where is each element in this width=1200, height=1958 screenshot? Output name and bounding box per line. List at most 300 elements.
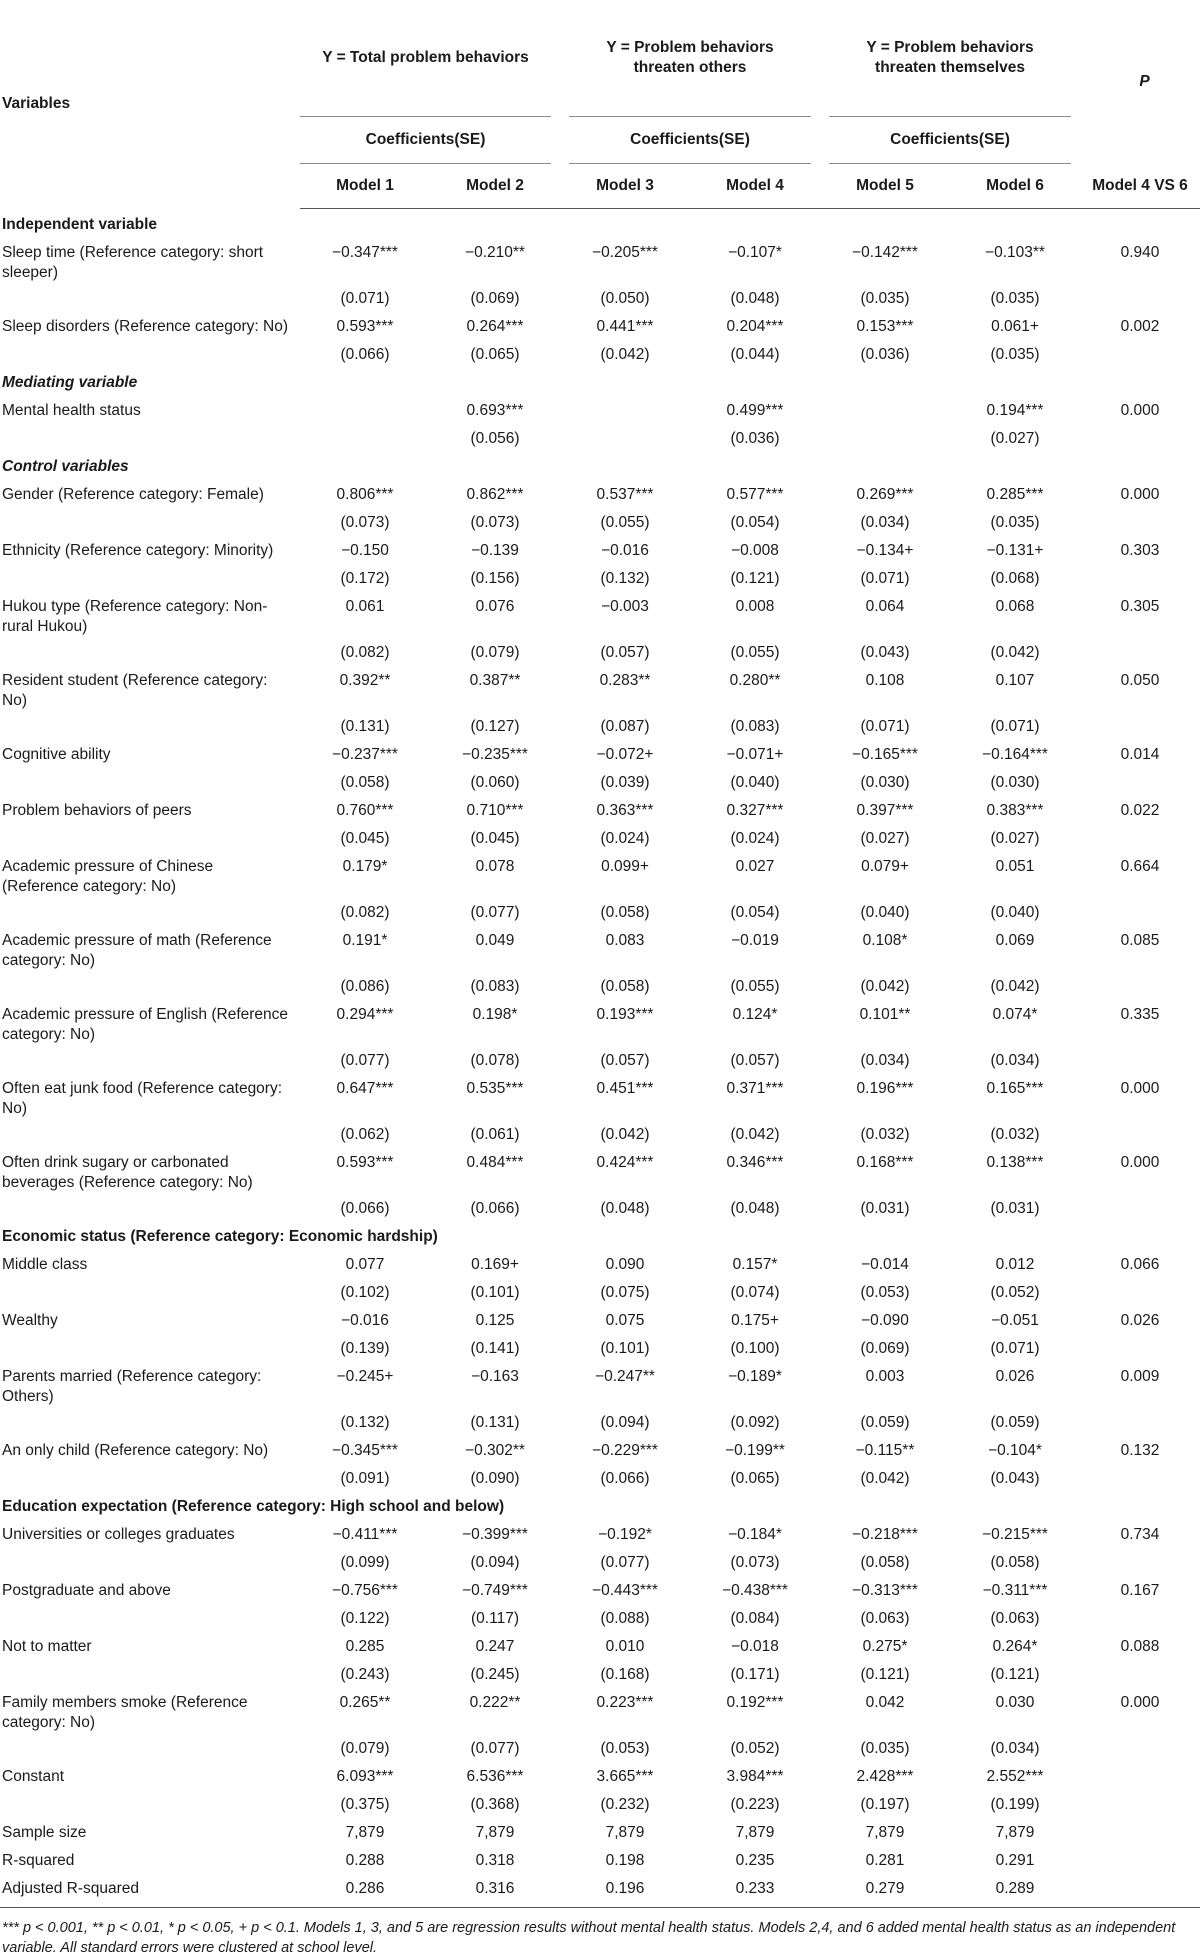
coefficient-cell: 0.647*** <box>336 1080 394 1097</box>
coefficient-cell: −0.229*** <box>592 1442 658 1459</box>
section-header: Independent variable <box>2 216 158 233</box>
se-cell: (0.035) <box>860 290 910 307</box>
coefficient-cell: 3.984*** <box>726 1768 784 1785</box>
se-cell: (0.139) <box>340 1340 390 1357</box>
se-cell: (0.243) <box>340 1666 390 1683</box>
se-cell: (0.027) <box>990 830 1040 847</box>
coefficient-cell: 0.441*** <box>596 318 654 335</box>
se-cell: (0.045) <box>340 830 390 847</box>
se-cell: (0.034) <box>860 514 910 531</box>
se-cell: (0.053) <box>600 1740 650 1757</box>
coefficient-cell: 0.079+ <box>861 858 909 875</box>
variable-label: Gender (Reference category: Female) <box>2 486 264 503</box>
se-cell: (0.131) <box>340 718 390 735</box>
coefficient-row <box>0 591 1200 637</box>
se-cell: (0.084) <box>730 1610 780 1627</box>
coefficient-row <box>0 395 1200 423</box>
variable-label <box>0 1193 300 1221</box>
coefficient-cell <box>300 395 430 423</box>
section-header: Control variables <box>2 458 129 475</box>
se-cell: (0.045) <box>470 830 520 847</box>
standard-error-row <box>0 1603 1200 1631</box>
se-cell: (0.055) <box>730 978 780 995</box>
se-cell: (0.053) <box>860 1284 910 1301</box>
variable-label: Often drink sugary or carbonated beverages (Reference category: No) <box>2 1154 253 1191</box>
variable-label <box>0 897 300 925</box>
se-cell <box>560 423 690 451</box>
se-cell: (0.035) <box>860 1740 910 1757</box>
group-header-themselves <box>820 0 1080 117</box>
coefficient-cell: 0.049 <box>475 932 515 949</box>
coefficient-cell: 7,879 <box>475 1824 515 1841</box>
coefficient-row <box>0 739 1200 767</box>
se-cell: (0.122) <box>340 1610 390 1627</box>
variable-label: R-squared <box>2 1852 75 1869</box>
coefficient-row <box>0 665 1200 711</box>
se-cell: (0.032) <box>990 1126 1040 1143</box>
standard-error-row <box>0 1333 1200 1361</box>
coefficient-cell: 0.191* <box>342 932 388 949</box>
se-cell <box>820 423 950 451</box>
p-value-cell: 0.009 <box>1120 1368 1160 1385</box>
p-value-cell: 0.167 <box>1120 1582 1160 1599</box>
p-value-cell: 0.066 <box>1120 1256 1160 1273</box>
coefficient-cell: 0.193*** <box>596 1006 654 1023</box>
variable-label <box>0 637 300 665</box>
coefficient-cell: 0.083 <box>605 932 645 949</box>
coefficient-cell: 0.153*** <box>856 318 914 335</box>
se-cell: (0.024) <box>730 830 780 847</box>
coefficient-row <box>0 1249 1200 1277</box>
se-cell: (0.043) <box>860 644 910 661</box>
se-cell: (0.069) <box>470 290 520 307</box>
se-cell: (0.040) <box>730 774 780 791</box>
p-value-cell: 0.088 <box>1120 1638 1160 1655</box>
se-cell: (0.132) <box>340 1414 390 1431</box>
se-cell: (0.077) <box>470 1740 520 1757</box>
coefficient-cell: 0.179* <box>342 858 388 875</box>
se-cell: (0.061) <box>470 1126 520 1143</box>
p-value-cell <box>1080 1873 1200 1908</box>
variable-label <box>0 1659 300 1687</box>
coefficient-cell: 0.327*** <box>726 802 784 819</box>
coefficient-cell: 0.806*** <box>336 486 394 503</box>
se-cell: (0.090) <box>470 1470 520 1487</box>
p-label: P <box>1139 72 1150 90</box>
model-header: Model 5 <box>820 164 950 209</box>
coefficient-cell: 7,879 <box>865 1824 905 1841</box>
standard-error-row <box>0 1407 1200 1435</box>
se-cell: (0.102) <box>340 1284 390 1301</box>
model-header: Model 3 <box>560 164 690 209</box>
coefficient-cell: −0.115** <box>855 1442 915 1459</box>
coef-subheader: Coefficients(SE) <box>820 117 1080 164</box>
coefficient-cell: 0.168*** <box>856 1154 914 1171</box>
coefficient-cell: −0.165*** <box>852 746 918 763</box>
p-value-cell: 0.335 <box>1120 1006 1160 1023</box>
standard-error-row <box>0 423 1200 451</box>
variable-label: Postgraduate and above <box>2 1582 171 1599</box>
group-title-line2: threaten themselves <box>875 59 1025 76</box>
se-cell: (0.245) <box>470 1666 520 1683</box>
se-cell: (0.086) <box>340 978 390 995</box>
variable-label: Resident student (Reference category: No) <box>2 672 268 709</box>
se-cell: (0.034) <box>990 1740 1040 1757</box>
p-value-cell: 0.014 <box>1120 746 1160 763</box>
variable-label: Hukou type (Reference category: Non-rural Hukou) <box>2 598 268 635</box>
variable-label: Wealthy <box>2 1312 58 1329</box>
standard-error-row <box>0 1463 1200 1491</box>
table-header <box>0 0 1200 209</box>
coefficient-cell: 7,879 <box>605 1824 645 1841</box>
coefficient-cell: −0.756*** <box>332 1582 398 1599</box>
coefficient-cell: −0.139 <box>471 542 519 559</box>
coefficient-cell: −0.018 <box>731 1638 779 1655</box>
variable-label: Ethnicity (Reference category: Minority) <box>2 542 274 559</box>
p-value-cell <box>1080 897 1200 925</box>
coefficient-cell: 3.665*** <box>596 1768 654 1785</box>
variable-label: Mental health status <box>2 402 141 419</box>
se-cell: (0.088) <box>600 1610 650 1627</box>
coefficient-cell: 0.484*** <box>466 1154 524 1171</box>
p-value-cell: 0.305 <box>1120 598 1160 615</box>
standard-error-row <box>0 1193 1200 1221</box>
se-cell: (0.074) <box>730 1284 780 1301</box>
coefficient-cell: 0.042 <box>865 1694 905 1711</box>
coefficient-cell: 0.198 <box>605 1852 645 1869</box>
coefficient-cell: 0.175+ <box>731 1312 779 1329</box>
se-cell: (0.035) <box>990 290 1040 307</box>
variable-label <box>0 971 300 999</box>
se-cell: (0.082) <box>340 904 390 921</box>
standard-error-row <box>0 339 1200 367</box>
coefficient-cell: 0.593*** <box>336 1154 394 1171</box>
p-value-cell: 0.303 <box>1120 542 1160 559</box>
variable-label: Often eat junk food (Reference category: No) <box>2 1080 283 1117</box>
p-value-cell: 0.026 <box>1120 1312 1160 1329</box>
se-cell: (0.030) <box>990 774 1040 791</box>
coefficient-cell: 0.288 <box>345 1852 385 1869</box>
se-cell: (0.035) <box>990 346 1040 363</box>
standard-error-row <box>0 1119 1200 1147</box>
variable-label <box>0 1733 300 1761</box>
coefficient-cell: 0.346*** <box>726 1154 784 1171</box>
section-header-row <box>0 1491 1200 1519</box>
se-cell: (0.058) <box>600 978 650 995</box>
coefficient-cell: −0.072+ <box>596 746 654 763</box>
coefficient-cell: 0.196*** <box>856 1080 914 1097</box>
se-cell: (0.077) <box>600 1554 650 1571</box>
group-title-line1: Y = Total problem behaviors <box>322 49 529 66</box>
table-body <box>0 209 1200 1908</box>
variable-label: Academic pressure of math (Reference category: No) <box>2 932 272 969</box>
variable-label: Not to matter <box>2 1638 92 1655</box>
coefficient-cell: 0.061+ <box>991 318 1039 335</box>
coefficient-cell <box>820 395 950 423</box>
coefficient-cell: 0.383*** <box>986 802 1044 819</box>
se-cell: (0.375) <box>340 1796 390 1813</box>
se-cell: (0.087) <box>600 718 650 735</box>
se-cell: (0.131) <box>470 1414 520 1431</box>
se-cell: (0.058) <box>340 774 390 791</box>
se-cell: (0.073) <box>340 514 390 531</box>
se-cell: (0.082) <box>340 644 390 661</box>
p-value-cell: 0.664 <box>1120 858 1160 875</box>
p-value-cell <box>1080 1845 1200 1873</box>
se-cell: (0.034) <box>990 1052 1040 1069</box>
coefficient-cell: −0.016 <box>341 1312 389 1329</box>
se-cell: (0.063) <box>990 1610 1040 1627</box>
coefficient-cell: −0.016 <box>601 542 649 559</box>
se-cell: (0.034) <box>860 1052 910 1069</box>
se-cell: (0.083) <box>470 978 520 995</box>
table-footnote: *** p < 0.001, ** p < 0.01, * p < 0.05, + p < 0.1. Models 1, 3, and 5 are regression results without mental health status. Models 2,4, and 6 added mental health status as an independent variable. All standard errors were clustered at school level. <box>2 1920 1176 1956</box>
coefficient-cell: −0.245+ <box>336 1368 394 1385</box>
variable-label <box>0 1789 300 1817</box>
se-cell: (0.079) <box>470 644 520 661</box>
se-cell: (0.132) <box>600 570 650 587</box>
coefficient-cell: −0.199** <box>725 1442 785 1459</box>
coefficient-cell: 0.283** <box>599 672 651 689</box>
coefficient-cell: 0.194*** <box>986 402 1044 419</box>
coefficient-cell: 0.760*** <box>336 802 394 819</box>
coefficient-cell: 0.090 <box>605 1256 645 1273</box>
variable-label: Problem behaviors of peers <box>2 802 192 819</box>
se-cell: (0.058) <box>600 904 650 921</box>
coefficient-row <box>0 925 1200 971</box>
coefficient-cell: −0.247** <box>595 1368 655 1385</box>
p-value-cell <box>1080 1603 1200 1631</box>
standard-error-row <box>0 1547 1200 1575</box>
coefficient-cell: 0.157* <box>732 1256 778 1273</box>
se-cell: (0.071) <box>340 290 390 307</box>
coefficient-row <box>0 1873 1200 1908</box>
se-cell: (0.063) <box>860 1610 910 1627</box>
se-cell: (0.065) <box>470 346 520 363</box>
coefficient-cell: 0.061 <box>345 598 385 615</box>
coefficient-cell: 2.552*** <box>986 1768 1044 1785</box>
se-cell: (0.050) <box>600 290 650 307</box>
coefficient-cell: 0.285*** <box>986 486 1044 503</box>
standard-error-row <box>0 971 1200 999</box>
group-header-others <box>560 0 820 117</box>
variables-header: Variables <box>2 95 71 113</box>
p-value-cell <box>1080 1789 1200 1817</box>
coefficient-cell: 0.424*** <box>596 1154 654 1171</box>
se-cell: (0.052) <box>730 1740 780 1757</box>
coefficient-row <box>0 999 1200 1045</box>
se-cell: (0.232) <box>600 1796 650 1813</box>
standard-error-row <box>0 283 1200 311</box>
coefficient-cell: 0.108 <box>865 672 905 689</box>
standard-error-row <box>0 563 1200 591</box>
coefficient-row <box>0 1519 1200 1547</box>
se-cell: (0.040) <box>860 904 910 921</box>
coefficient-cell: −0.184* <box>728 1526 782 1543</box>
p-value-cell <box>1080 1659 1200 1687</box>
se-cell: (0.079) <box>340 1740 390 1757</box>
se-cell: (0.199) <box>990 1796 1040 1813</box>
se-cell: (0.066) <box>470 1200 520 1217</box>
coefficient-row <box>0 237 1200 283</box>
se-cell: (0.073) <box>730 1554 780 1571</box>
se-cell: (0.043) <box>990 1470 1040 1487</box>
p-value-cell <box>1080 767 1200 795</box>
se-cell: (0.048) <box>730 290 780 307</box>
se-cell: (0.042) <box>860 978 910 995</box>
se-cell: (0.077) <box>340 1052 390 1069</box>
se-cell <box>300 423 430 451</box>
variable-label <box>0 563 300 591</box>
se-cell: (0.092) <box>730 1414 780 1431</box>
se-cell: (0.042) <box>600 346 650 363</box>
se-cell: (0.077) <box>470 904 520 921</box>
se-cell: (0.042) <box>730 1126 780 1143</box>
group-title-line2: threaten others <box>633 59 747 76</box>
se-cell: (0.040) <box>990 904 1040 921</box>
p-value-cell: 0.000 <box>1120 1080 1160 1097</box>
variable-label <box>0 1119 300 1147</box>
coefficient-cell: 7,879 <box>735 1824 775 1841</box>
coefficient-row <box>0 479 1200 507</box>
coefficient-cell: −0.104* <box>988 1442 1042 1459</box>
p-value-cell <box>1080 1733 1200 1761</box>
p-value-cell <box>1080 1119 1200 1147</box>
coefficient-cell: 0.316 <box>430 1873 560 1908</box>
coefficient-cell: −0.345*** <box>332 1442 398 1459</box>
se-cell: (0.156) <box>470 570 520 587</box>
coefficient-cell <box>560 395 690 423</box>
p-value-cell: 0.002 <box>1120 318 1160 335</box>
p-value-cell <box>1080 563 1200 591</box>
coefficient-row <box>0 535 1200 563</box>
se-cell: (0.069) <box>860 1340 910 1357</box>
coefficient-cell: −0.205*** <box>592 244 658 261</box>
se-cell: (0.066) <box>340 346 390 363</box>
coefficient-row <box>0 1575 1200 1603</box>
coefficient-cell: −0.399*** <box>462 1526 528 1543</box>
variable-label: Adjusted R-squared <box>0 1873 300 1908</box>
variable-label <box>0 823 300 851</box>
coefficient-cell: 0.198* <box>472 1006 518 1023</box>
coefficient-cell: −0.311*** <box>982 1582 1048 1599</box>
standard-error-row <box>0 897 1200 925</box>
coefficient-cell: −0.438*** <box>722 1582 788 1599</box>
coefficient-cell: 0.204*** <box>726 318 784 335</box>
coefficient-cell: 0.247 <box>475 1638 515 1655</box>
variable-label: An only child (Reference category: No) <box>2 1442 269 1459</box>
coefficient-cell: 0.030 <box>995 1694 1035 1711</box>
se-cell: (0.073) <box>470 514 520 531</box>
coefficient-cell: 0.101** <box>859 1006 911 1023</box>
se-cell: (0.044) <box>730 346 780 363</box>
coefficient-cell: 0.285 <box>345 1638 385 1655</box>
coefficient-cell: 0.223*** <box>596 1694 654 1711</box>
variable-label: Cognitive ability <box>2 746 111 763</box>
coefficient-cell: −0.215*** <box>982 1526 1048 1543</box>
coefficient-cell: 0.363*** <box>596 802 654 819</box>
se-cell: (0.071) <box>990 718 1040 735</box>
se-cell: (0.171) <box>730 1666 780 1683</box>
coefficient-cell: −0.235*** <box>462 746 528 763</box>
standard-error-row <box>0 767 1200 795</box>
coefficient-cell: 0.392** <box>339 672 391 689</box>
coefficient-cell: 0.451*** <box>596 1080 654 1097</box>
coefficient-cell: 0.064 <box>865 598 905 615</box>
coefficient-cell: −0.189* <box>728 1368 782 1385</box>
variable-label: Constant <box>2 1768 65 1785</box>
se-cell: (0.057) <box>600 1052 650 1069</box>
se-cell: (0.066) <box>340 1200 390 1217</box>
coefficient-cell: −0.019 <box>731 932 779 949</box>
standard-error-row <box>0 823 1200 851</box>
coefficient-cell: 0.397*** <box>856 802 914 819</box>
se-cell: (0.035) <box>990 514 1040 531</box>
p-subheader: Model 4 VS 6 <box>1080 164 1200 209</box>
variable-label <box>0 1463 300 1491</box>
coefficient-cell: 0.862*** <box>466 486 524 503</box>
coefficient-cell: 0.499*** <box>726 402 784 419</box>
se-cell: (0.071) <box>860 718 910 735</box>
se-cell: (0.121) <box>860 1666 910 1683</box>
coefficient-row <box>0 1817 1200 1845</box>
variable-label: Universities or colleges graduates <box>2 1526 235 1543</box>
coefficient-cell: 0.222** <box>469 1694 521 1711</box>
section-header-row <box>0 367 1200 395</box>
coefficient-cell: 0.099+ <box>601 858 649 875</box>
variable-label: Academic pressure of Chinese (Reference category: No) <box>2 858 214 895</box>
coefficient-cell: −0.131+ <box>986 542 1044 559</box>
coefficient-cell: 0.068 <box>995 598 1035 615</box>
coefficient-row <box>0 851 1200 897</box>
coefficient-cell: 0.233 <box>690 1873 820 1908</box>
se-cell: (0.056) <box>470 430 520 447</box>
coefficient-cell: 0.275* <box>862 1638 908 1655</box>
se-cell: (0.036) <box>730 430 780 447</box>
se-cell: (0.030) <box>860 774 910 791</box>
coefficient-cell: −0.210** <box>465 244 525 261</box>
se-cell: (0.075) <box>600 1284 650 1301</box>
coefficient-cell: 6.093*** <box>336 1768 394 1785</box>
variable-label <box>0 283 300 311</box>
p-value-cell <box>1080 423 1200 451</box>
coefficient-cell: 7,879 <box>345 1824 385 1841</box>
group-header-total <box>300 0 560 117</box>
coefficient-cell: 0.577*** <box>726 486 784 503</box>
p-value-cell: 0.000 <box>1120 1154 1160 1171</box>
model-header: Model 6 <box>950 164 1080 209</box>
p-value-cell <box>1080 507 1200 535</box>
coefficient-cell: 0.108* <box>862 932 908 949</box>
variable-label <box>0 339 300 367</box>
coefficient-cell: 0.387** <box>469 672 521 689</box>
se-cell: (0.141) <box>470 1340 520 1357</box>
se-cell: (0.100) <box>730 1340 780 1357</box>
section-header: Mediating variable <box>2 374 138 391</box>
variable-label: Parents married (Reference category: Others) <box>2 1368 262 1405</box>
se-cell: (0.172) <box>340 570 390 587</box>
coefficient-cell: 7,879 <box>995 1824 1035 1841</box>
coefficient-cell: −0.051 <box>991 1312 1039 1329</box>
coefficient-row <box>0 1361 1200 1407</box>
se-cell: (0.048) <box>730 1200 780 1217</box>
p-value-cell: 0.022 <box>1120 802 1160 819</box>
se-cell: (0.060) <box>470 774 520 791</box>
model-header: Model 2 <box>430 164 560 209</box>
se-cell: (0.027) <box>860 830 910 847</box>
variable-label <box>0 767 300 795</box>
se-cell: (0.057) <box>730 1052 780 1069</box>
